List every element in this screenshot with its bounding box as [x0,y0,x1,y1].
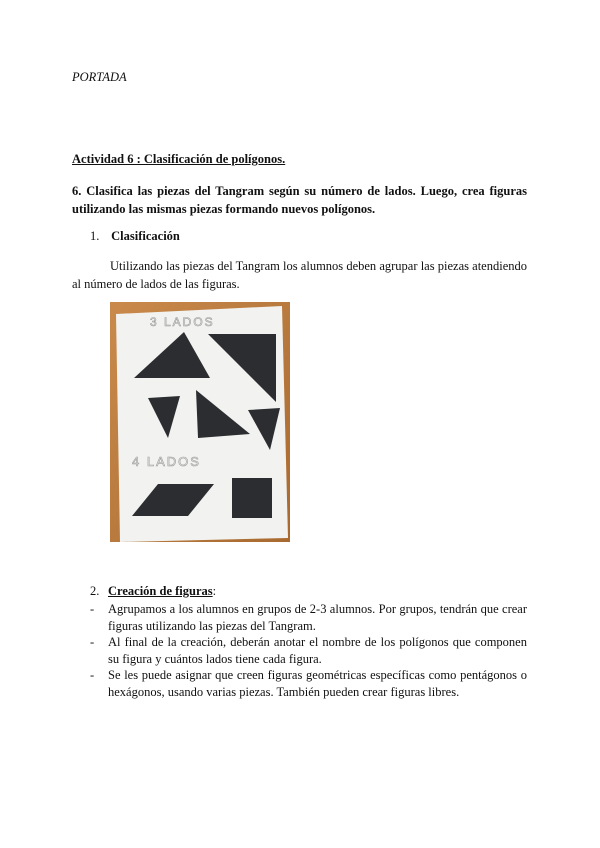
bullet-text: Al final de la creación, deberán anotar el nombre de los polígonos que componen su figura y cuántos lados tiene cada figura. [108,635,527,666]
classification-paragraph: Utilizando las piezas del Tangram los alumnos deben agrupar las piezas atendiendo al número de lados de las figuras. [72,259,527,291]
bullet-dash: - [90,668,95,682]
section-2-label: Creación de figuras [108,584,213,598]
section-1-number: 1. [90,229,100,243]
bullet-item [72,667,527,700]
section-2-number: 2. [90,584,100,598]
activity-title: Actividad 6 : Clasificación de polígonos. [72,152,286,166]
bullet-text: Se les puede asignar que creen figuras geométricas específicas como pentágonos o hexágonos, usando varias piezas. También pueden crear figuras libres. [108,668,527,699]
label-three-sides: 3 LADOS [150,315,215,329]
tangram-photo [110,302,290,542]
cover-heading: PORTADA [72,70,127,84]
label-four-sides: 4 LADOS [132,454,201,469]
section-2-heading [90,584,216,599]
square [232,478,272,518]
section-1-label: Clasificación [111,229,180,243]
bullet-item [72,601,527,634]
bullet-item [72,634,527,667]
bullet-dash: - [90,602,95,616]
creation-bullet-list [72,601,527,700]
section-2-suffix: : [212,584,217,598]
tangram-photo-illustration [110,302,290,542]
bullet-text: Agrupamos a los alumnos en grupos de 2-3 alumnos. Por grupos, tendrán que crear figuras utilizando las piezas del Tangram. [108,602,527,633]
section-1-heading [90,229,180,244]
task-statement: 6. Clasifica las piezas del Tangram según su número de lados. Luego, crea figuras utilizando las mismas piezas formando nuevos polígonos. [72,184,527,216]
bullet-dash: - [90,635,95,649]
